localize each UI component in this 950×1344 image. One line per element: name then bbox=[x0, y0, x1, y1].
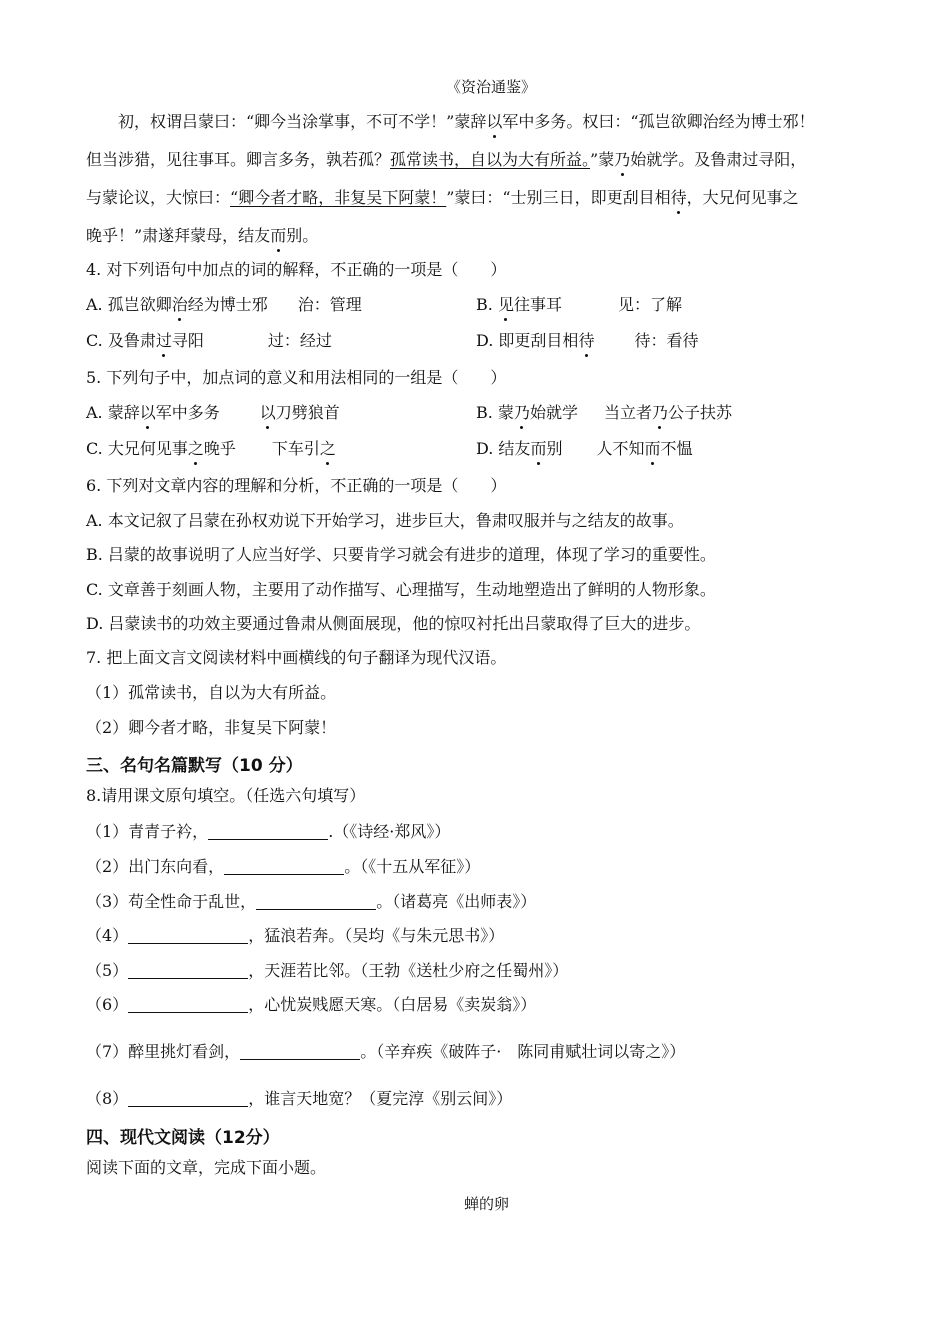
q5-stem: 5. 下列句子中，加点词的意义和用法相同的一组是（ ） bbox=[86, 368, 507, 387]
q6-option-a: A. 本文记叙了吕蒙在孙权劝说下开始学习，进步巨大，鲁肃叹服并与之结友的故事。 bbox=[86, 511, 684, 530]
q6-stem: 6. 下列对文章内容的理解和分析，不正确的一项是（ ） bbox=[86, 476, 507, 495]
answer-blank[interactable] bbox=[240, 1043, 360, 1060]
q5-option-c: C. 大兄何见事之晚乎 下车引之 bbox=[86, 439, 336, 458]
passage-title: 《资治通鉴》 bbox=[446, 78, 537, 96]
passage-line-2: 但当涉猎，见往事耳。卿言多务，孰若孤？孤常读书，自以为大有所益。”蒙乃始就学。及鲁肃过寻阳， bbox=[86, 150, 807, 169]
q5-option-d: D. 结友而别 人不知而不愠 bbox=[476, 439, 693, 458]
section3-heading: 三、名句名篇默写（10 分） bbox=[86, 756, 303, 776]
q5-option-b: B. 蒙乃始就学 当立者乃公子扶苏 bbox=[476, 403, 733, 422]
q5-option-a: A. 蒙辞以军中多务 以刀劈狼首 bbox=[86, 403, 340, 422]
answer-blank[interactable] bbox=[128, 962, 248, 979]
answer-blank[interactable] bbox=[208, 823, 328, 840]
underlined-sentence-2: “卿今者才略，非复吴下阿蒙！ bbox=[230, 188, 447, 207]
q6-option-b: B. 吕蒙的故事说明了人应当好学、只要肯学习就会有进步的道理，体现了学习的重要性。 bbox=[86, 545, 716, 564]
answer-blank[interactable] bbox=[256, 893, 376, 910]
fill-item-1: （1）青青子衿， .（《诗经·郑风》） bbox=[86, 822, 451, 841]
passage-line-3: 与蒙论议，大惊曰：“卿今者才略，非复吴下阿蒙！”蒙曰：“士别三日，即更刮目相待，大兄何见事之 bbox=[86, 188, 799, 207]
section4-intro: 阅读下面的文章，完成下面小题。 bbox=[86, 1158, 327, 1177]
answer-blank[interactable] bbox=[224, 858, 344, 875]
q7-stem: 7. 把上面文言文阅读材料中画横线的句子翻译为现代汉语。 bbox=[86, 648, 507, 667]
q4-option-b: B. 见往事耳 见：了解 bbox=[476, 295, 682, 314]
fill-item-8: （8） ，谁言天地宽？（夏完淳《别云间》） bbox=[86, 1089, 513, 1108]
answer-blank[interactable] bbox=[128, 996, 248, 1013]
q6-option-c: C. 文章善于刻画人物，主要用了动作描写、心理描写，生动地塑造出了鲜明的人物形象。 bbox=[86, 580, 716, 599]
answer-blank[interactable] bbox=[128, 1090, 248, 1107]
passage-line-4: 晚乎！”肃遂拜蒙母，结友而别。 bbox=[86, 226, 319, 245]
q4-option-d: D. 即更刮目相待 待：看待 bbox=[476, 331, 699, 350]
fill-item-2: （2）出门东向看， 。（《十五从军征》） bbox=[86, 857, 481, 876]
answer-blank[interactable] bbox=[128, 927, 248, 944]
q7-item-1: （1）孤常读书，自以为大有所益。 bbox=[86, 683, 337, 702]
fill-item-6: （6） ，心忧炭贱愿天寒。（白居易《卖炭翁》） bbox=[86, 995, 537, 1014]
q4-option-a: A. 孤岂欲卿治经为博士邪 治：管理 bbox=[86, 295, 362, 314]
q7-item-2: （2）卿今者才略，非复吴下阿蒙！ bbox=[86, 718, 337, 737]
q4-stem: 4. 对下列语句中加点的词的解释，不正确的一项是（ ） bbox=[86, 260, 507, 279]
section4-heading: 四、现代文阅读（12分） bbox=[86, 1128, 280, 1148]
passage-line-1: 初，权谓吕蒙曰：“卿今当涂掌事，不可不学！”蒙辞以军中多务。权曰：“孤岂欲卿治经为博士邪！ bbox=[118, 112, 815, 131]
underlined-sentence-1: 孤常读书，自以为大有所益。 bbox=[390, 150, 591, 169]
section3-stem: 8.请用课文原句填空。（任选六句填写） bbox=[86, 786, 366, 805]
fill-item-3: （3）苟全性命于乱世， 。（诸葛亮《出师表》） bbox=[86, 892, 537, 911]
fill-item-7: （7）醉里挑灯看剑， 。（辛弃疾《破阵子· 陈同甫赋壮词以寄之》） bbox=[86, 1042, 686, 1061]
fill-item-5: （5） ，天涯若比邻。（王勃《送杜少府之任蜀州》） bbox=[86, 961, 569, 980]
fill-item-4: （4） ，猛浪若奔。（吴均《与朱元思书》） bbox=[86, 926, 505, 945]
q4-option-c: C. 及鲁肃过寻阳 过：经过 bbox=[86, 331, 332, 350]
article-title: 蝉的卵 bbox=[464, 1195, 510, 1213]
q6-option-d: D. 吕蒙读书的功效主要通过鲁肃从侧面展现，他的惊叹衬托出吕蒙取得了巨大的进步。 bbox=[86, 614, 701, 633]
